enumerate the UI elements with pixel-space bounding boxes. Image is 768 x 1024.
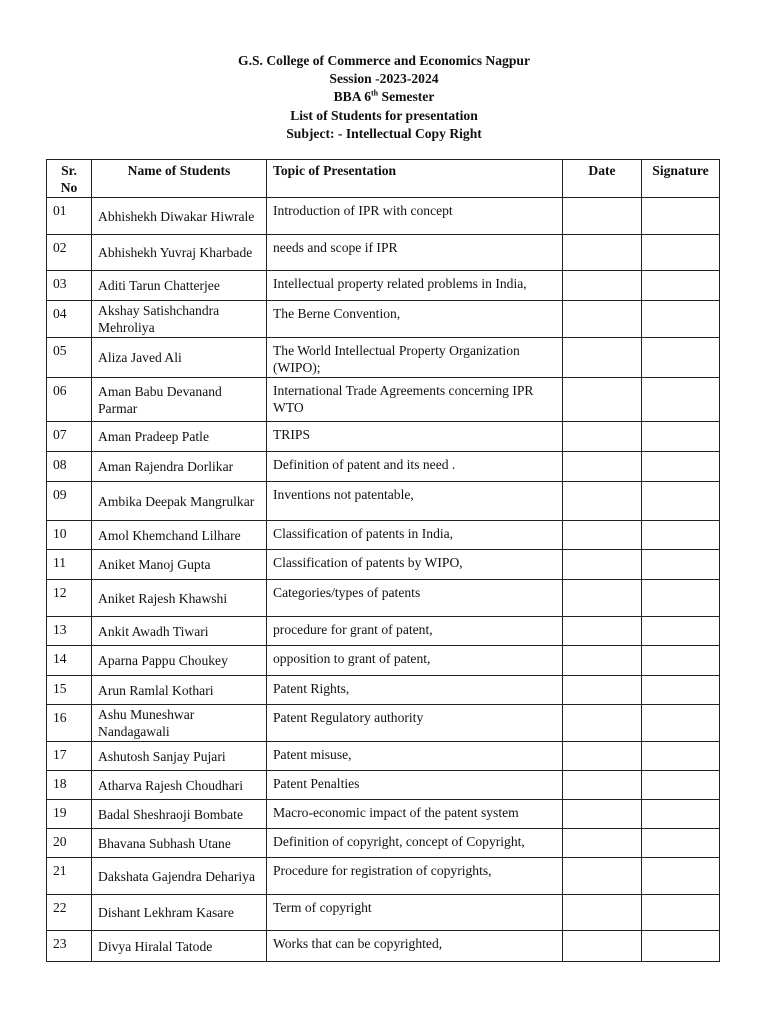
table-row: [47, 482, 720, 521]
row-sr-number: 16: [47, 705, 92, 742]
row-date-cell: [563, 858, 642, 895]
row-date-cell: [563, 338, 642, 378]
row-topic: Patent misuse,: [267, 742, 563, 771]
row-date-cell: [563, 452, 642, 482]
program-name: BBA 6: [333, 89, 372, 105]
row-topic: Patent Regulatory authority: [267, 705, 563, 742]
program-line: [0, 88, 768, 106]
row-signature-cell: [642, 858, 720, 895]
row-student-name: Arun Ramlal Kothari: [92, 676, 267, 705]
row-student-name: Aman Babu Devanand Parmar: [92, 378, 267, 422]
table-row: [47, 646, 720, 676]
row-date-cell: [563, 198, 642, 235]
row-signature-cell: [642, 705, 720, 742]
row-date-cell: [563, 895, 642, 931]
row-signature-cell: [642, 800, 720, 829]
row-sr-number: 22: [47, 895, 92, 931]
table-row: [47, 617, 720, 646]
row-student-name: Atharva Rajesh Choudhari: [92, 771, 267, 800]
column-header-topic: Topic of Presentation: [267, 160, 563, 198]
row-signature-cell: [642, 550, 720, 580]
row-date-cell: [563, 829, 642, 858]
row-topic: International Trade Agreements concerning IPR WTO: [267, 378, 563, 422]
table-row: [47, 742, 720, 771]
row-signature-cell: [642, 580, 720, 617]
row-date-cell: [563, 617, 642, 646]
row-topic: TRIPS: [267, 422, 563, 452]
row-topic: Inventions not patentable,: [267, 482, 563, 521]
row-signature-cell: [642, 235, 720, 271]
college-name: G.S. College of Commerce and Economics Nagpur: [238, 53, 530, 68]
table-header-row: [47, 160, 720, 198]
table-row: [47, 931, 720, 962]
row-student-name: Dakshata Gajendra Dehariya: [92, 858, 267, 895]
subject-line: Subject: - Intellectual Copy Right: [286, 125, 482, 141]
row-sr-number: 19: [47, 800, 92, 829]
row-sr-number: 06: [47, 378, 92, 422]
row-student-name: Badal Sheshraoji Bombate: [92, 800, 267, 829]
row-sr-number: 15: [47, 676, 92, 705]
table-row: [47, 235, 720, 271]
row-signature-cell: [642, 931, 720, 962]
row-date-cell: [563, 580, 642, 617]
row-student-name: Ambika Deepak Mangrulkar: [92, 482, 267, 521]
list-title: List of Students for presentation: [290, 107, 478, 123]
row-topic: Works that can be copyrighted,: [267, 931, 563, 962]
row-topic: Macro-economic impact of the patent system: [267, 800, 563, 829]
row-date-cell: [563, 931, 642, 962]
row-student-name: Aditi Tarun Chatterjee: [92, 271, 267, 301]
row-date-cell: [563, 301, 642, 338]
row-date-cell: [563, 800, 642, 829]
row-sr-number: 03: [47, 271, 92, 301]
row-topic: Procedure for registration of copyrights,: [267, 858, 563, 895]
table-row: [47, 301, 720, 338]
row-date-cell: [563, 482, 642, 521]
row-topic: Term of copyright: [267, 895, 563, 931]
row-topic: The World Intellectual Property Organization (WIPO);: [267, 338, 563, 378]
table-row: [47, 800, 720, 829]
row-date-cell: [563, 235, 642, 271]
row-student-name: Dishant Lekhram Kasare: [92, 895, 267, 931]
row-date-cell: [563, 521, 642, 550]
row-topic: Categories/types of patents: [267, 580, 563, 617]
row-student-name: Bhavana Subhash Utane: [92, 829, 267, 858]
row-topic: Classification of patents by WIPO,: [267, 550, 563, 580]
table-row: [47, 338, 720, 378]
row-signature-cell: [642, 452, 720, 482]
table-row: [47, 771, 720, 800]
row-student-name: Akshay Satishchandra Mehroliya: [92, 301, 267, 338]
table-row: [47, 378, 720, 422]
row-student-name: Divya Hiralal Tatode: [92, 931, 267, 962]
table-row: [47, 829, 720, 858]
row-signature-cell: [642, 301, 720, 338]
row-signature-cell: [642, 829, 720, 858]
table-row: [47, 858, 720, 895]
row-sr-number: 04: [47, 301, 92, 338]
row-date-cell: [563, 378, 642, 422]
table-row: [47, 271, 720, 301]
row-student-name: Ankit Awadh Tiwari: [92, 617, 267, 646]
row-date-cell: [563, 422, 642, 452]
row-signature-cell: [642, 676, 720, 705]
row-sr-number: 20: [47, 829, 92, 858]
program-tail: Semester: [378, 89, 435, 105]
column-header-signature: Signature: [642, 160, 720, 198]
row-date-cell: [563, 550, 642, 580]
row-date-cell: [563, 271, 642, 301]
row-signature-cell: [642, 482, 720, 521]
row-date-cell: [563, 705, 642, 742]
row-sr-number: 08: [47, 452, 92, 482]
row-sr-number: 11: [47, 550, 92, 580]
row-signature-cell: [642, 422, 720, 452]
row-signature-cell: [642, 742, 720, 771]
row-topic: Introduction of IPR with concept: [267, 198, 563, 235]
row-signature-cell: [642, 271, 720, 301]
table-row: [47, 676, 720, 705]
row-sr-number: 07: [47, 422, 92, 452]
row-signature-cell: [642, 378, 720, 422]
row-sr-number: 17: [47, 742, 92, 771]
row-signature-cell: [642, 521, 720, 550]
program-ordinal: th: [371, 88, 379, 98]
row-student-name: Amol Khemchand Lilhare: [92, 521, 267, 550]
table-row: [47, 452, 720, 482]
row-topic: Classification of patents in India,: [267, 521, 563, 550]
row-student-name: Aliza Javed Ali: [92, 338, 267, 378]
row-student-name: Ashutosh Sanjay Pujari: [92, 742, 267, 771]
row-sr-number: 05: [47, 338, 92, 378]
row-sr-number: 13: [47, 617, 92, 646]
row-sr-number: 12: [47, 580, 92, 617]
session-line: Session -2023-2024: [329, 71, 439, 87]
row-topic: Patent Penalties: [267, 771, 563, 800]
row-student-name: Ashu Muneshwar Nandagawali: [92, 705, 267, 742]
table-row: [47, 705, 720, 742]
table-row: [47, 521, 720, 550]
row-student-name: Aniket Rajesh Khawshi: [92, 580, 267, 617]
column-header-sr: Sr. No: [47, 160, 92, 198]
row-sr-number: 21: [47, 858, 92, 895]
row-topic: Intellectual property related problems in India,: [267, 271, 563, 301]
table-row: [47, 580, 720, 617]
row-sr-number: 23: [47, 931, 92, 962]
row-student-name: Abhishekh Yuvraj Kharbade: [92, 235, 267, 271]
table-row: [47, 422, 720, 452]
document-header: [0, 52, 768, 143]
column-header-date: Date: [563, 160, 642, 198]
row-student-name: Aparna Pappu Choukey: [92, 646, 267, 676]
row-topic: procedure for grant of patent,: [267, 617, 563, 646]
row-topic: Patent Rights,: [267, 676, 563, 705]
row-sr-number: 02: [47, 235, 92, 271]
row-signature-cell: [642, 198, 720, 235]
row-topic: Definition of copyright, concept of Copyright,: [267, 829, 563, 858]
row-sr-number: 01: [47, 198, 92, 235]
row-signature-cell: [642, 338, 720, 378]
row-sr-number: 09: [47, 482, 92, 521]
row-signature-cell: [642, 646, 720, 676]
students-table: [46, 159, 720, 962]
row-topic: The Berne Convention,: [267, 301, 563, 338]
row-topic: needs and scope if IPR: [267, 235, 563, 271]
row-signature-cell: [642, 895, 720, 931]
row-date-cell: [563, 742, 642, 771]
row-student-name: Aman Pradeep Patle: [92, 422, 267, 452]
row-sr-number: 14: [47, 646, 92, 676]
row-signature-cell: [642, 771, 720, 800]
row-student-name: Abhishekh Diwakar Hiwrale: [92, 198, 267, 235]
row-signature-cell: [642, 617, 720, 646]
table-row: [47, 895, 720, 931]
column-header-name: Name of Students: [92, 160, 267, 198]
row-date-cell: [563, 676, 642, 705]
row-sr-number: 18: [47, 771, 92, 800]
row-student-name: Aman Rajendra Dorlikar: [92, 452, 267, 482]
table-row: [47, 198, 720, 235]
table-row: [47, 550, 720, 580]
row-student-name: Aniket Manoj Gupta: [92, 550, 267, 580]
row-topic: Definition of patent and its need .: [267, 452, 563, 482]
row-topic: opposition to grant of patent,: [267, 646, 563, 676]
row-sr-number: 10: [47, 521, 92, 550]
row-date-cell: [563, 646, 642, 676]
row-date-cell: [563, 771, 642, 800]
